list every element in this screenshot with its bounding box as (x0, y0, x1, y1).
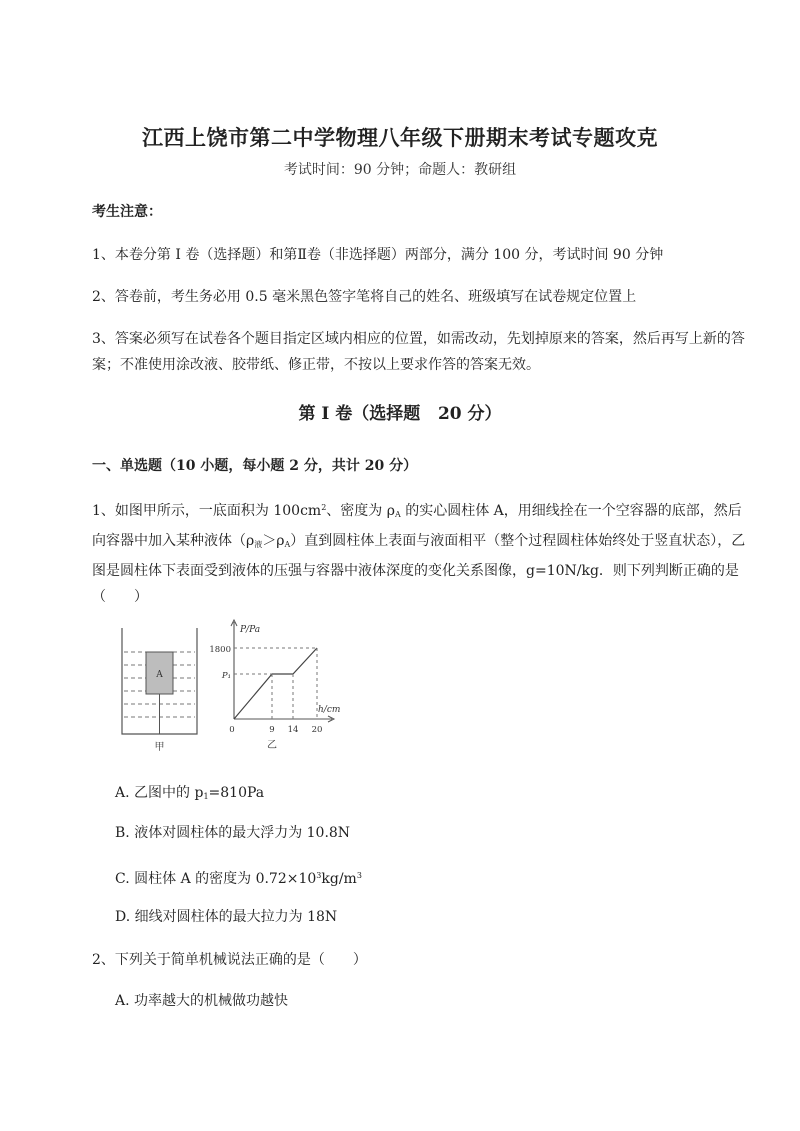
x-tick-9: 9 (269, 725, 275, 735)
cylinder-label: A (156, 670, 163, 680)
note-item-1: 1、本卷分第 I 卷（选择题）和第Ⅱ卷（非选择题）两部分，满分 100 分，考试时间 90 分钟 (92, 247, 664, 263)
question-1-option-a[interactable]: A. 乙图中的 $p_1=810Pa$ (115, 785, 265, 801)
section-title: 第 I 卷（选择题 20 分） (298, 404, 502, 424)
y-tick-1800: 1800 (209, 645, 231, 655)
question-1-stem: 1、如图甲所示，一底面积为 $100cm^2$、密度为 $\rho_A$ 的实心圆柱体 A，用细线拴在一个空容器的底部，然后向容器中加入某种液体$(\rho_液>\rho_A)$直到圆柱体上表面与液面相平（整个过程圆柱体始终处于竖直状态），乙图是圆柱体下表面受到液体的压强与容器中液体深度的变化关系图像，g=10N/kg．则下列判断正确的是（ ） (92, 503, 746, 605)
question-2-option-a[interactable]: A. 功率越大的机械做功越快 (115, 993, 289, 1009)
question-2-stem: 2、下列关于简单机械说法正确的是（ ） (92, 952, 367, 968)
x-tick-20: 20 (311, 725, 323, 735)
figure-yi-graph (209, 620, 340, 751)
y-axis-label: P/Pa (240, 625, 261, 635)
question-1-option-c[interactable]: C. 圆柱体 A 的密度为 $0.72\times 10^3kg/m^3$ (115, 871, 362, 887)
part-heading: 一、单选题（10 小题，每小题 2 分，共计 20 分） (92, 458, 418, 474)
notes-heading: 考生注意： (92, 204, 162, 220)
note-item-3: 3、答案必须写在试卷各个题目指定区域内相应的位置，如需改动，先划掉原来的答案，然后再写上新的答案；不准使用涂改液、胶带纸、修正带，不按以上要求作答的答案无效。 (92, 331, 745, 373)
question-1-option-d[interactable]: D. 细线对圆柱体的最大拉力为 18N (115, 909, 338, 925)
x-tick-0: 0 (229, 725, 235, 735)
question-1-figure (112, 614, 362, 754)
question-1-option-b[interactable]: B. 液体对圆柱体的最大浮力为 10.8N (115, 825, 351, 841)
x-axis-label: h/cm (318, 705, 341, 715)
exam-subtitle: 考试时间：90 分钟；命题人：教研组 (283, 162, 517, 178)
note-item-2: 2、答卷前，考生务必用 0.5 毫米黑色签字笔将自己的姓名、班级填写在试卷规定位置上 (92, 289, 637, 305)
figure-jia-label: 甲 (154, 742, 165, 753)
x-tick-14: 14 (287, 725, 299, 735)
figure-yi-label: 乙 (267, 740, 277, 751)
exam-title: 江西上饶市第二中学物理八年级下册期末考试专题攻克 (142, 125, 658, 150)
y-tick-p1: P₁ (221, 671, 231, 681)
figure-jia-container (122, 628, 197, 753)
